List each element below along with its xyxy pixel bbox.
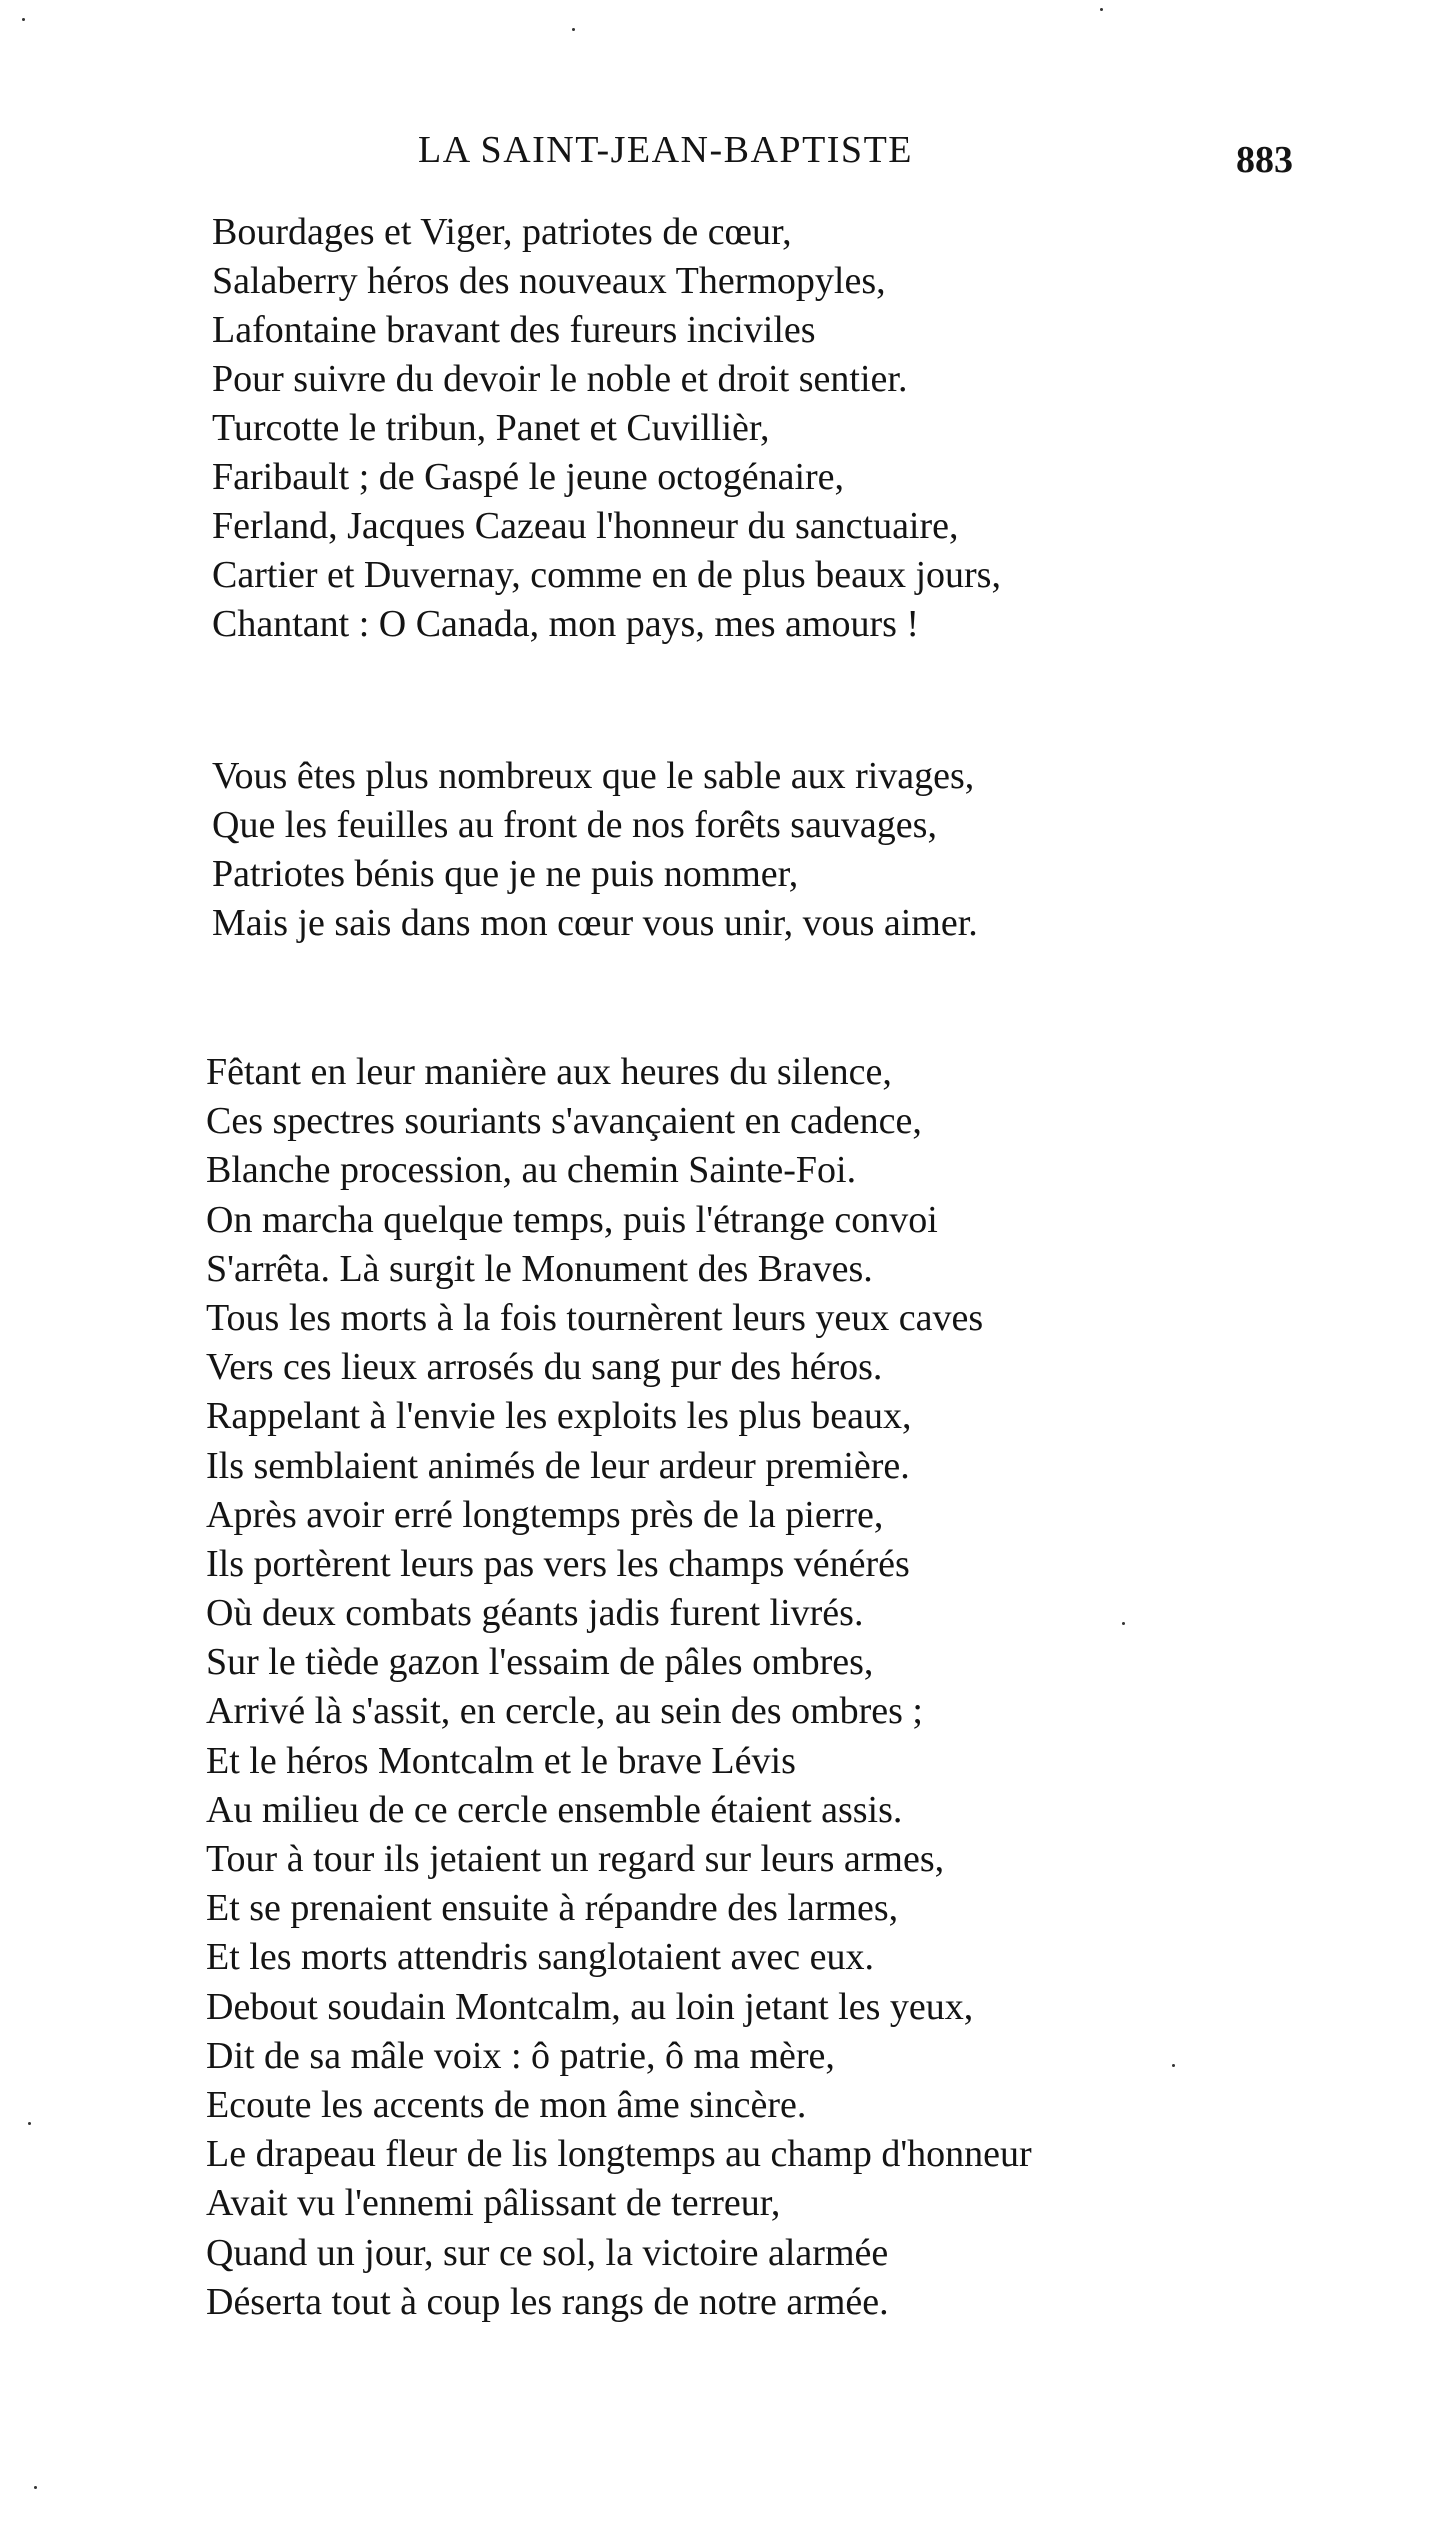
paper-speck — [1122, 1622, 1125, 1625]
verse-line: Cartier et Duvernay, comme en de plus beaux jours, — [212, 554, 1001, 596]
verse-line: Ces spectres souriants s'avançaient en cadence, — [206, 1100, 922, 1143]
verse-line: Tour à tour ils jetaient un regard sur leurs armes, — [206, 1838, 945, 1880]
verse-line: Mais je sais dans mon cœur vous unir, vous aimer. — [212, 902, 978, 944]
verse-line: Chantant : O Canada, mon pays, mes amours ! — [212, 603, 920, 645]
verse-line: Et le héros Montcalm et le brave Lévis — [206, 1739, 796, 1782]
paper-speck — [28, 2122, 31, 2125]
verse-line: Debout soudain Montcalm, au loin jetant les yeux, — [206, 1985, 974, 2028]
paper-speck — [1172, 2064, 1175, 2067]
verse-line: Vous êtes plus nombreux que le sable aux rivages, — [212, 755, 975, 797]
verse-line: Pour suivre du devoir le noble et droit sentier. — [212, 358, 908, 400]
verse-line: Salaberry héros des nouveaux Thermopyles, — [212, 260, 886, 302]
verse-line: Vers ces lieux arrosés du sang pur des héros. — [206, 1346, 883, 1389]
verse-line: Faribault ; de Gaspé le jeune octogénaire, — [212, 456, 845, 498]
verse-line: Ils semblaient animés de leur ardeur première. — [206, 1444, 910, 1487]
stanza-1 — [212, 208, 1001, 649]
verse-line: Ecoute les accents de mon âme sincère. — [206, 2083, 807, 2126]
verse-line: Au milieu de ce cercle ensemble étaient assis. — [206, 1788, 903, 1831]
verse-line: Tous les morts à la fois tournèrent leurs yeux caves — [206, 1296, 984, 1339]
page-number: 883 — [1236, 139, 1293, 181]
verse-line: Dit de sa mâle voix : ô patrie, ô ma mère, — [206, 2034, 835, 2077]
stanza-2 — [212, 752, 978, 948]
running-head: LA SAINT-JEAN-BAPTISTE — [418, 129, 913, 171]
verse-line: Ils portèrent leurs pas vers les champs vénérés — [206, 1542, 910, 1585]
verse-line: S'arrêta. Là surgit le Monument des Braves. — [206, 1247, 873, 1290]
verse-line: Turcotte le tribun, Panet et Cuvillièr, — [212, 407, 770, 449]
verse-line: Ferland, Jacques Cazeau l'honneur du sanctuaire, — [212, 505, 959, 547]
verse-line: Où deux combats géants jadis furent livrés. — [206, 1592, 864, 1635]
verse-line: Avait vu l'ennemi pâlissant de terreur, — [206, 2182, 781, 2225]
stanza-3 — [206, 1048, 1032, 2327]
verse-line: Et se prenaient ensuite à répandre des larmes, — [206, 1887, 899, 1930]
verse-line: Sur le tiède gazon l'essaim de pâles ombres, — [206, 1641, 874, 1684]
verse-line: Blanche procession, au chemin Sainte-Foi. — [206, 1149, 857, 1192]
paper-speck — [1100, 8, 1103, 11]
paper-speck — [34, 2486, 37, 2489]
verse-line: Rappelant à l'envie les exploits les plus beaux, — [206, 1395, 912, 1438]
verse-line: Fêtant en leur manière aux heures du silence, — [206, 1051, 892, 1093]
verse-line: Après avoir erré longtemps près de la pierre, — [206, 1493, 884, 1536]
verse-line: Patriotes bénis que je ne puis nommer, — [212, 853, 799, 895]
verse-line: Que les feuilles au front de nos forêts sauvages, — [212, 804, 937, 846]
verse-line: Arrivé là s'assit, en cercle, au sein des ombres ; — [206, 1690, 923, 1733]
verse-line: Le drapeau fleur de lis longtemps au champ d'honneur — [206, 2133, 1032, 2176]
paper-speck — [22, 18, 25, 21]
verse-line: Et les morts attendris sanglotaient avec eux. — [206, 1936, 874, 1979]
verse-line: Bourdages et Viger, patriotes de cœur, — [212, 211, 792, 253]
verse-line: Lafontaine bravant des fureurs inciviles — [212, 309, 816, 351]
verse-line: On marcha quelque temps, puis l'étrange convoi — [206, 1198, 938, 1241]
paper-speck — [572, 28, 575, 31]
verse-line: Quand un jour, sur ce sol, la victoire alarmée — [206, 2231, 889, 2274]
verse-line: Déserta tout à coup les rangs de notre armée. — [206, 2280, 889, 2323]
